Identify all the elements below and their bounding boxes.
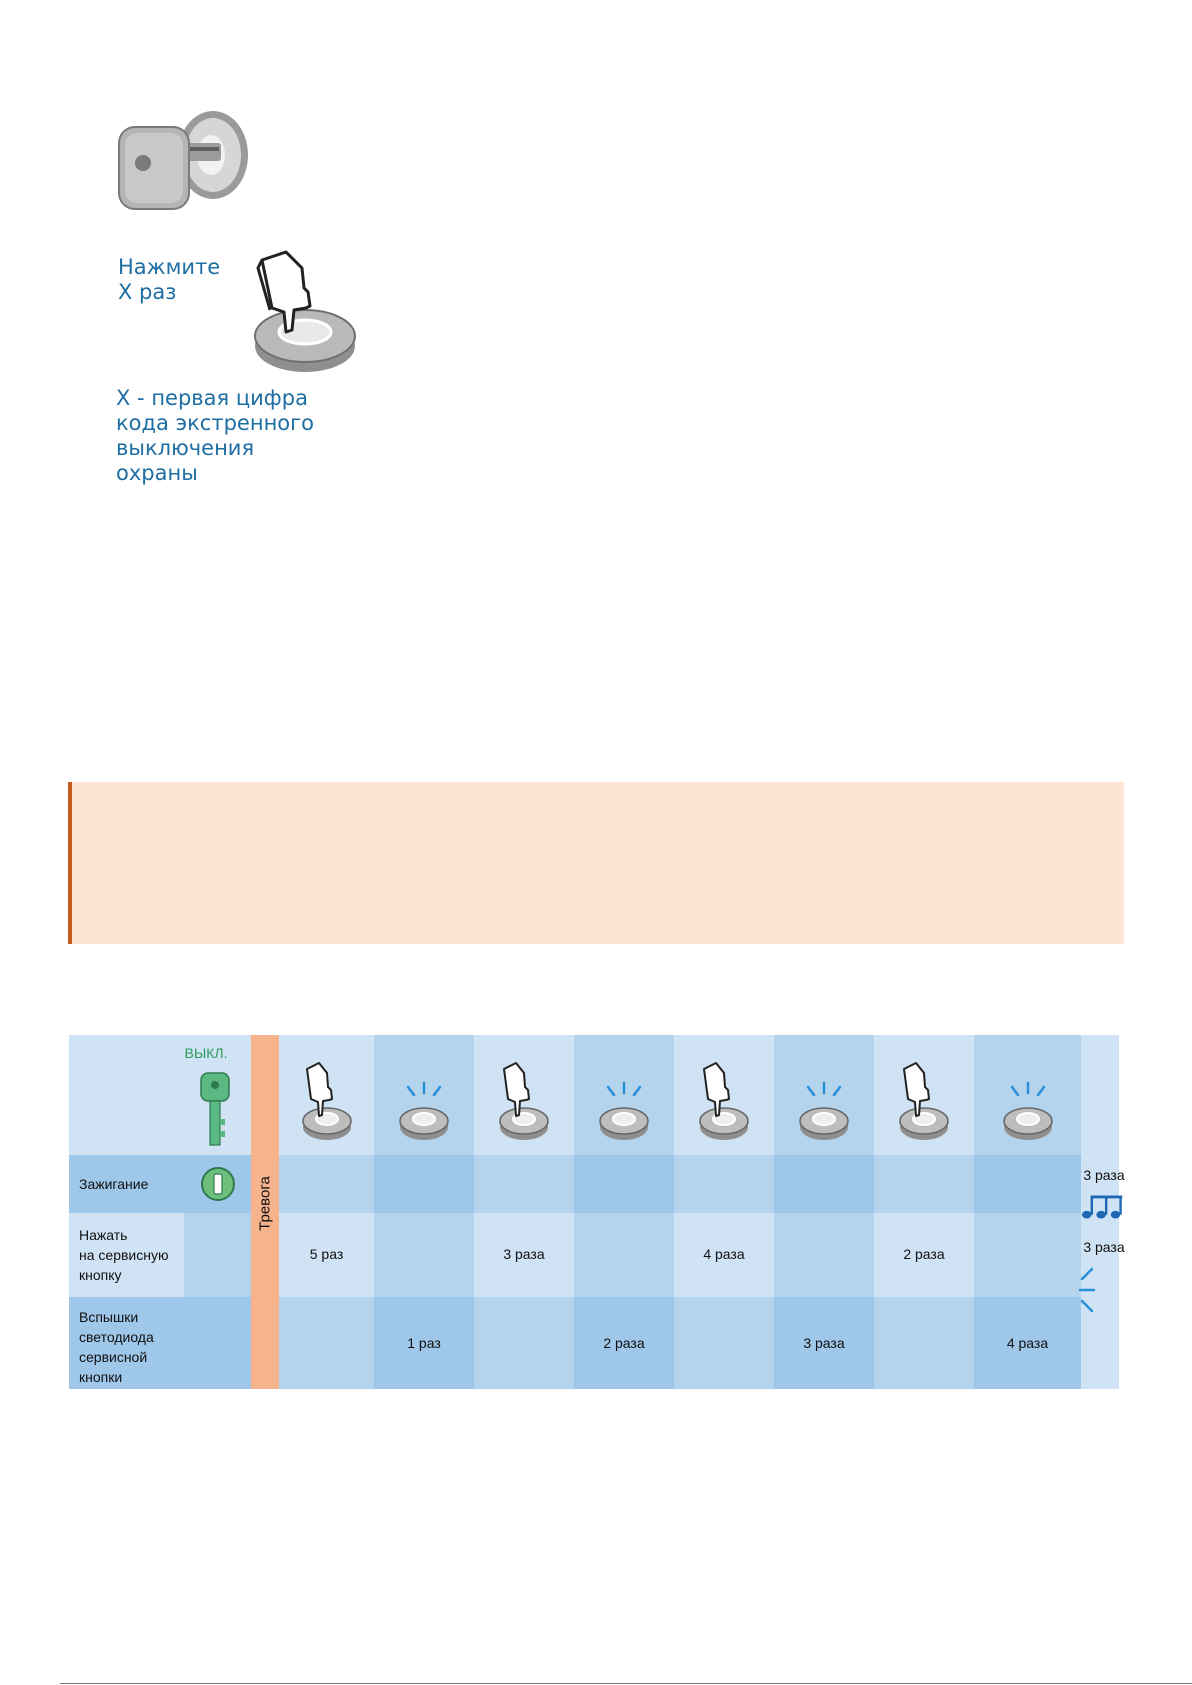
led-flash-icon [594, 1057, 654, 1147]
press-count: 3 раза [503, 1246, 545, 1262]
side-beeps-count: 3 раза [1083, 1167, 1125, 1183]
step-ignition-cell [574, 1155, 674, 1213]
key-press-cell [184, 1213, 251, 1297]
hand-press-icon [494, 1057, 554, 1147]
table-corner [69, 1035, 184, 1155]
ignition-icon [200, 1166, 236, 1202]
step-flash-cell [474, 1297, 574, 1389]
step-ignition-cell [279, 1155, 374, 1213]
hand-press-icon [297, 1057, 357, 1147]
first-digit-code-text: X - первая цифра кода экстренного выключения охраны [116, 386, 315, 485]
flash-count: 1 раз [407, 1335, 441, 1351]
step-ignition-cell [874, 1155, 974, 1213]
warning-box [68, 782, 1124, 944]
step-ignition-cell [974, 1155, 1081, 1213]
alarm-label: Тревога [256, 1176, 274, 1231]
ignition-key-icon [115, 105, 250, 225]
step-ignition-cell [774, 1155, 874, 1213]
music-notes-icon [1081, 1193, 1127, 1221]
flash-count: 2 раза [603, 1335, 645, 1351]
off-label: ВЫКЛ. [184, 1045, 228, 1061]
flash-rays-icon [1074, 1265, 1104, 1315]
press-count: 2 раза [903, 1246, 945, 1262]
hand-press-icon [894, 1057, 954, 1147]
press-count: 4 раза [703, 1246, 745, 1262]
row-label-flash: Вспышки светодиода сервисной кнопки [79, 1309, 154, 1385]
step-flash-cell [279, 1297, 374, 1389]
led-flash-icon [998, 1057, 1058, 1147]
press-count: 5 раз [309, 1246, 344, 1262]
step-ignition-cell [674, 1155, 774, 1213]
step-press-cell [774, 1213, 874, 1297]
row-label-press: Нажать на сервисную кнопку [79, 1227, 169, 1283]
step-ignition-cell [374, 1155, 474, 1213]
hand-press-button-icon [250, 248, 360, 378]
step-press-cell [374, 1213, 474, 1297]
flash-count: 3 раза [803, 1335, 845, 1351]
side-flashes-count: 3 раза [1083, 1239, 1125, 1255]
step-flash-cell [674, 1297, 774, 1389]
step-press-cell [574, 1213, 674, 1297]
step-press-cell [974, 1213, 1081, 1297]
flash-count: 4 раза [1006, 1335, 1049, 1351]
row-label-ignition: Зажигание [79, 1176, 149, 1192]
led-flash-icon [794, 1057, 854, 1147]
led-flash-icon [394, 1057, 454, 1147]
emergency-disarm-sequence-table [69, 1035, 1125, 1389]
green-key-icon [197, 1071, 237, 1151]
press-x-times-text: Нажмите X раз [118, 255, 221, 304]
step-ignition-cell [474, 1155, 574, 1213]
step-flash-cell [874, 1297, 974, 1389]
page-bottom-divider [60, 1683, 1192, 1684]
hand-press-icon [694, 1057, 754, 1147]
key-flash-cell [184, 1297, 251, 1389]
